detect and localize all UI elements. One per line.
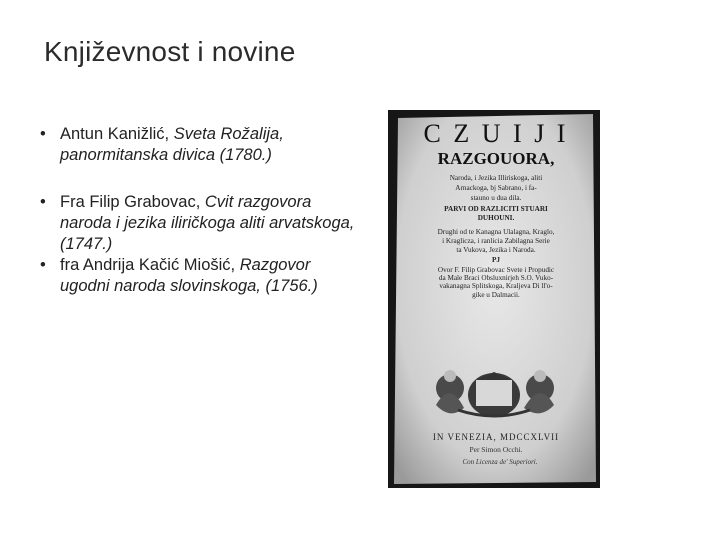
cover-paper xyxy=(394,114,596,484)
cover-text-line: Ovor F. Filip Grabovac Svete i Propudic xyxy=(437,266,555,274)
bullet-list xyxy=(40,124,360,323)
bullet-dot: • xyxy=(40,256,46,274)
bullet-item xyxy=(40,124,360,166)
bullet-item xyxy=(40,255,360,297)
cover-text-line: Naroda, i Jezika Illiriskoga, aliti xyxy=(449,174,543,182)
cover-text-line: Drughi od te Kanagna Ulalagna, Kraglo, xyxy=(437,228,555,236)
bullet-lead: Fra Filip Grabovac, xyxy=(60,193,205,211)
cover-printer: Per Simon Occhi. xyxy=(469,445,523,454)
cover-text-line: stauno u dua dila. xyxy=(470,194,522,202)
cover-text-line: DUHOUNI. xyxy=(477,214,515,222)
cover-imprint: IN VENEZIA, MDCCXLVII xyxy=(432,432,560,442)
cover-text-line: vakanagna Splitskoga, Kraljeva Di ll'o- xyxy=(439,282,553,290)
bullet-italic: Sveta Rožalija, panormitanska divica (1780.) xyxy=(60,125,284,164)
cover-text-line: i Kraglicza, i ranlicia Zabilagna Serie xyxy=(442,237,550,245)
bullet-lead: fra Andrija Kačić Miošić, xyxy=(60,256,240,274)
cover-subtitle: RAZGOUORA, xyxy=(437,149,555,168)
cover-text-line: gike u Dalmacii. xyxy=(472,291,520,299)
cover-text-line: Arnackoga, bj Sabrano, i fa- xyxy=(455,184,537,192)
bullet-italic: Cvit razgovora naroda i jezika iliričkoga aliti arvatskoga, (1747.) xyxy=(60,193,355,253)
bullet-dot: • xyxy=(40,193,46,211)
cover-text-line: PJ xyxy=(492,256,500,264)
bullet-item xyxy=(40,192,360,255)
cover-text-line: PARVI OD RAZLICITI STUARI xyxy=(444,205,548,213)
bullet-lead: Antun Kanižlić, xyxy=(60,125,174,143)
cover-title: C Z U I J I xyxy=(423,119,569,148)
cover-text-line: da Male Braci Obsluxnirjeh S.O. Vuko- xyxy=(438,274,554,282)
book-cover-image xyxy=(388,110,600,488)
cover-emblem xyxy=(436,370,554,417)
bullet-dot: • xyxy=(40,125,46,143)
slide-title: Književnost i novine xyxy=(44,36,296,67)
cover-text-line: ta Vukova, Jezika i Naroda. xyxy=(456,246,536,254)
bullet-italic: Razgovor ugodni naroda slovinskoga, (1756.) xyxy=(60,256,318,295)
cover-license: Con Licenza de' Superiori. xyxy=(462,458,538,466)
